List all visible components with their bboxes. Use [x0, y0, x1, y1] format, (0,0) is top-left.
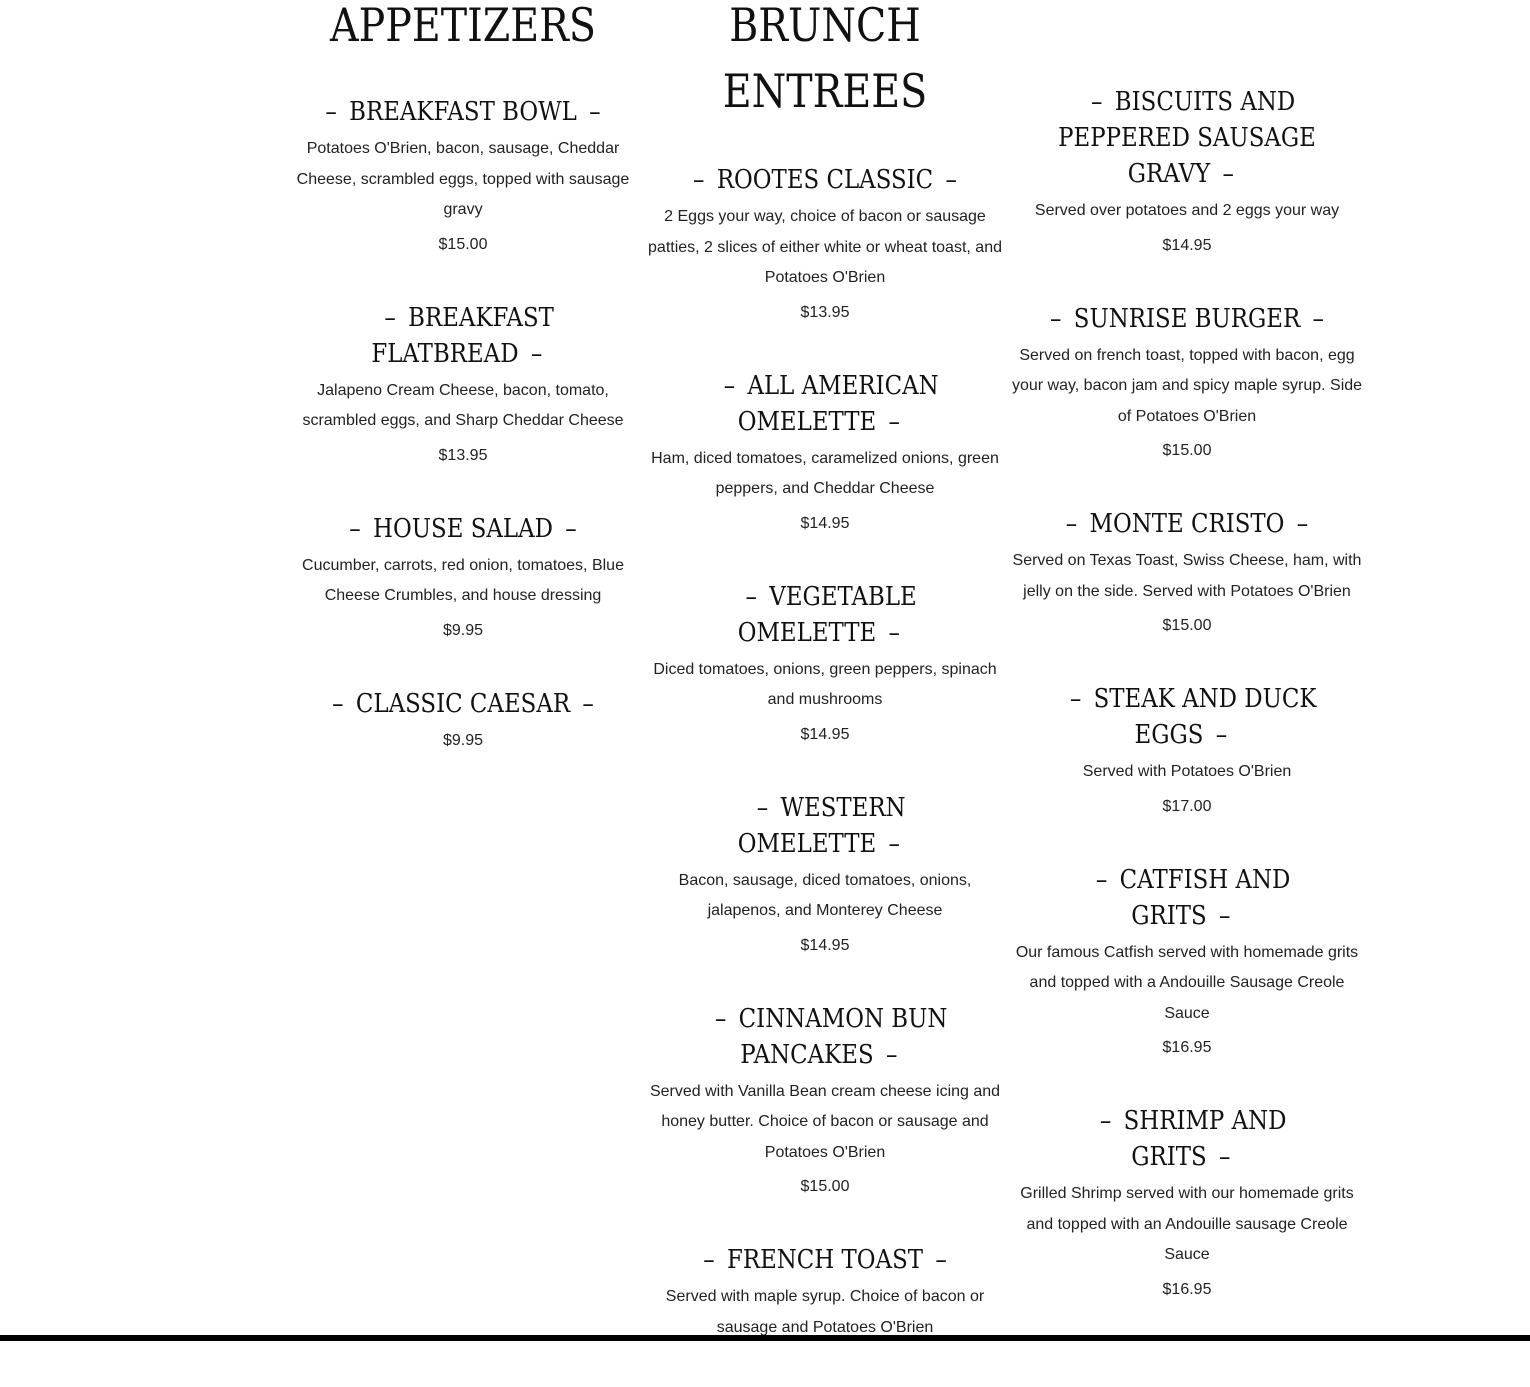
menu-item [646, 579, 1004, 746]
dash-ornament: – [1222, 159, 1234, 189]
bottom-bar [0, 1335, 1530, 1341]
item-name [304, 511, 623, 547]
dash-ornament: – [703, 1245, 715, 1275]
dash-ornament: – [1312, 303, 1324, 334]
item-description: Potatoes O'Brien, bacon, sausage, Cheddar Cheese, scrambled eggs, topped with sausage gravy [296, 140, 630, 218]
item-name-text: STEAK AND DUCK EGGS [1093, 684, 1317, 750]
menu-item [282, 94, 644, 256]
item-name [1029, 1103, 1344, 1175]
item-name [1029, 506, 1344, 542]
menu-item [646, 368, 1004, 535]
item-price: $15.00 [800, 1178, 850, 1195]
dash-ornament: – [1091, 87, 1103, 117]
item-description: Served on Texas Toast, Swiss Cheese, ham, with jelly on the side. Served with Potatoes O'Brien [1012, 552, 1362, 600]
dash-ornament: – [1069, 684, 1082, 714]
menu-item [1008, 301, 1366, 463]
item-description: Cucumber, carrots, red onion, tomatoes, Blue Cheese Crumbles, and house dressing [302, 556, 624, 604]
dash-ornament: – [693, 165, 705, 195]
dash-ornament: – [1050, 303, 1062, 334]
item-name [1029, 862, 1344, 934]
item-description: 2 Eggs your way, choice of bacon or sausage patties, 2 slices of either white or wheat toast, and Potatoes O'Brien [648, 208, 1002, 286]
menu-item [646, 1001, 1004, 1199]
menu-item [282, 300, 644, 467]
item-name [667, 1001, 982, 1073]
item-name [667, 368, 982, 440]
menu-item [1008, 506, 1366, 637]
dash-ornament: – [935, 1245, 947, 1275]
dash-ornament: – [888, 617, 900, 648]
item-description: Ham, diced tomatoes, caramelized onions, green peppers, and Cheddar Cheese [651, 449, 999, 497]
item-price: $15.00 [438, 235, 488, 253]
item-price: $9.95 [442, 731, 484, 749]
item-name-text: ALL AMERICAN OMELETTE [737, 370, 939, 437]
item-price: $9.95 [442, 621, 484, 639]
dash-ornament: – [1095, 864, 1108, 895]
item-name [1029, 84, 1344, 192]
item-name-text: CATFISH AND GRITS [1119, 864, 1291, 931]
dash-ornament: – [332, 688, 344, 719]
dash-ornament: – [945, 165, 957, 195]
dash-ornament: – [888, 828, 900, 859]
menu-item [282, 511, 644, 642]
item-price: $16.95 [1162, 1039, 1212, 1056]
dash-ornament: – [565, 513, 577, 544]
item-name-text: CINNAMON BUN PANCAKES [738, 1003, 948, 1070]
item-name-text: CLASSIC CAESAR [355, 688, 571, 719]
item-name-text: SUNRISE BURGER [1073, 303, 1301, 334]
menu-item [646, 162, 1004, 324]
dash-ornament: – [745, 581, 757, 612]
item-price: $16.95 [1162, 1280, 1212, 1298]
brunch-entrees-column [646, 0, 1004, 1387]
item-price: $13.95 [438, 446, 488, 464]
item-name [1029, 681, 1344, 753]
dash-ornament: – [1296, 509, 1309, 539]
item-price: $15.00 [1162, 617, 1212, 634]
dash-ornament: – [349, 513, 361, 544]
item-name-text: VEGETABLE OMELETTE [737, 581, 917, 648]
appetizers-title: APPETIZERS [330, 0, 596, 52]
item-name [304, 686, 623, 722]
dash-ornament: – [1065, 509, 1078, 539]
item-description: Jalapeno Cream Cheese, bacon, tomato, scrambled eggs, and Sharp Cheddar Cheese [302, 381, 624, 429]
item-name-text: ROOTES CLASSIC [716, 165, 934, 195]
item-description: Our famous Catfish served with homemade grits and topped with a Andouille Sausage Creole Sauce [1015, 943, 1359, 1022]
dash-ornament: – [885, 1039, 898, 1070]
item-name [667, 790, 982, 862]
item-name-text: SHRIMP AND GRITS [1123, 1106, 1287, 1172]
dash-ornament: – [756, 792, 769, 823]
item-price: $14.95 [1162, 236, 1212, 254]
menu-item [1008, 84, 1366, 257]
dash-ornament: – [384, 302, 396, 333]
item-price: $15.00 [1162, 442, 1212, 459]
dash-ornament: – [1219, 1142, 1231, 1172]
item-name-text: BISCUITS AND PEPPERED SAUSAGE GRAVY [1058, 87, 1316, 189]
appetizers-column [282, 0, 644, 796]
item-name-text: BREAKFAST BOWL [349, 97, 577, 127]
item-price: $14.95 [800, 725, 850, 743]
brunch-title-line1: BRUNCH [729, 0, 921, 52]
dash-ornament: – [589, 97, 601, 127]
dash-ornament: – [530, 338, 543, 369]
brunch-title-line2: ENTREES [722, 64, 928, 118]
item-description: Served with maple syrup. Choice of bacon or sausage and Potatoes O'Brien [665, 1288, 985, 1336]
item-description: Diced tomatoes, onions, green peppers, spinach and mushrooms [653, 660, 997, 708]
item-price: $14.95 [800, 936, 850, 954]
item-name-text: BREAKFAST FLATBREAD [371, 302, 554, 369]
column-spacer [1008, 0, 1366, 84]
menu-item [646, 790, 1004, 957]
dash-ornament: – [582, 688, 594, 719]
item-name [1029, 301, 1344, 337]
dash-ornament: – [888, 406, 900, 437]
item-price: $13.95 [800, 303, 850, 321]
item-name [667, 1242, 982, 1278]
brunch-entrees-column-2 [1008, 0, 1366, 1345]
dash-ornament: – [1219, 900, 1231, 931]
item-name-text: FRENCH TOAST [726, 1245, 924, 1275]
item-name [667, 162, 982, 198]
brunch-title-block [646, 0, 1004, 162]
item-name [304, 300, 623, 372]
item-description: Served with Vanilla Bean cream cheese icing and honey butter. Choice of bacon or sausage and Potatoes O'Brien [649, 1082, 1001, 1161]
item-description: Served with Potatoes O'Brien [1082, 763, 1292, 780]
item-price: $14.95 [800, 514, 850, 532]
item-price: $17.00 [1162, 797, 1212, 815]
dash-ornament: – [1215, 720, 1228, 750]
dash-ornament: – [1099, 1106, 1112, 1136]
item-description: Bacon, sausage, diced tomatoes, onions, jalapenos, and Monterey Cheese [678, 871, 972, 919]
dash-ornament: – [723, 370, 736, 401]
item-name-text: HOUSE SALAD [373, 513, 553, 544]
dash-ornament: – [325, 97, 337, 127]
menu-item [1008, 1103, 1366, 1301]
item-name [304, 94, 623, 130]
item-name-text: WESTERN OMELETTE [737, 792, 906, 859]
item-description: Grilled Shrimp served with our homemade grits and topped with an Andouille sausage Creole Sauce [1020, 1185, 1354, 1263]
item-description: Served over potatoes and 2 eggs your way [1034, 202, 1340, 219]
menu-item [1008, 862, 1366, 1060]
item-name [667, 579, 982, 651]
menu-item [1008, 681, 1366, 818]
menu-item [282, 686, 644, 752]
item-description: Served on french toast, topped with bacon, egg your way, bacon jam and spicy maple syrup. Side of Potatoes O'Brien [1011, 346, 1363, 425]
item-name-text: MONTE CRISTO [1089, 509, 1285, 539]
menu-item [646, 1242, 1004, 1343]
brunch-title [671, 0, 979, 124]
dash-ornament: – [714, 1003, 727, 1034]
